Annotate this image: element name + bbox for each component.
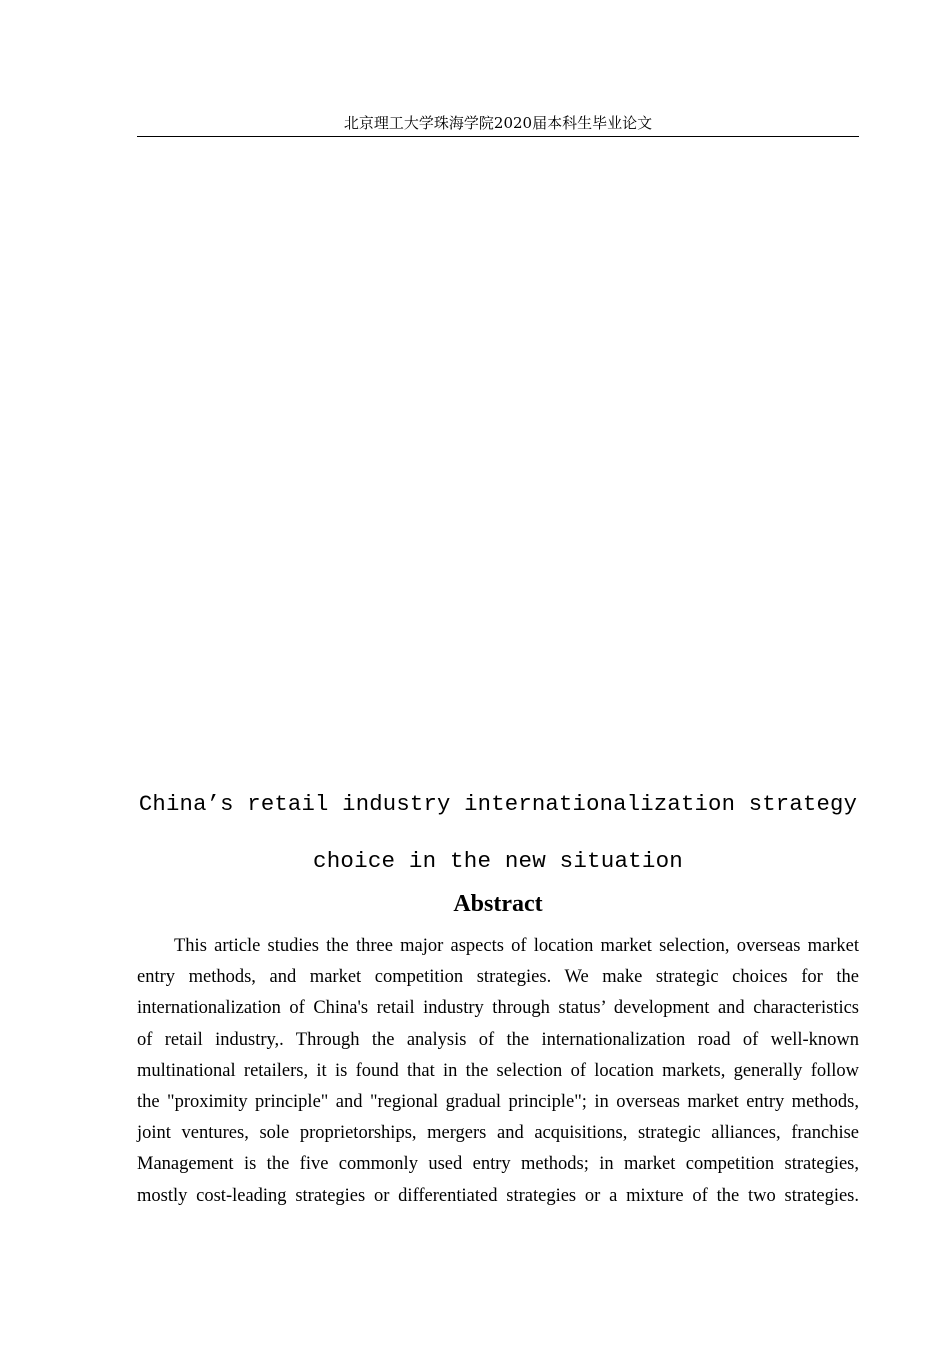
abstract-line: Management is the five commonly used entry methods; in market competition strategies,: [137, 1154, 859, 1175]
thesis-title-line-2: choice in the new situation: [313, 848, 683, 874]
abstract-line: multinational retailers, it is found that in the selection of location markets, generally follow: [137, 1060, 859, 1081]
abstract-line: internationalization of China's retail industry through status’ development and characteristics: [137, 998, 859, 1019]
abstract-line: entry methods, and market competition strategies. We make strategic choices for the: [137, 967, 859, 988]
thesis-title-line-1: China’s retail industry internationalization strategy: [138, 791, 858, 817]
abstract-line: the "proximity principle" and "regional gradual principle"; in overseas market entry methods,: [137, 1091, 859, 1112]
abstract-line: This article studies the three major aspects of location market selection, overseas market: [174, 936, 859, 956]
abstract-line: of retail industry,. Through the analysis of the internationalization road of well-known: [137, 1029, 859, 1050]
abstract-line: joint ventures, sole proprietorships, mergers and acquisitions, strategic alliances, franchise: [137, 1123, 859, 1144]
abstract-heading: Abstract: [453, 891, 543, 917]
abstract-line: mostly cost-leading strategies or differentiated strategies or a mixture of the two strategies.: [137, 1185, 859, 1206]
running-header: 北京理工大学珠海学院2020届本科生毕业论文: [137, 113, 859, 137]
thesis-title: [137, 776, 859, 890]
abstract-body: [137, 931, 859, 1212]
